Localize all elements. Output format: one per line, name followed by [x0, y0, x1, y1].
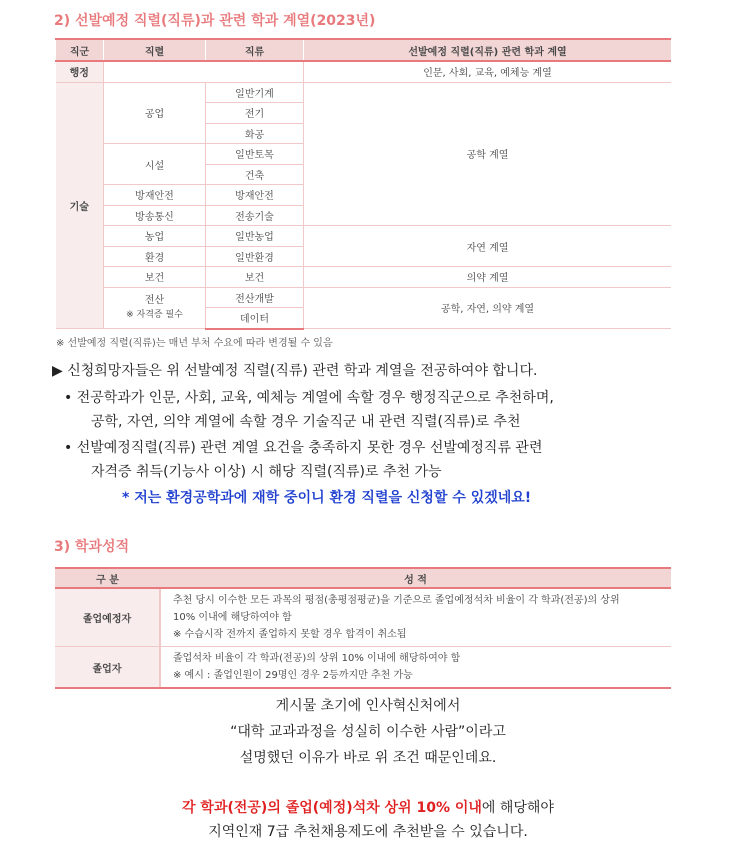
table-note: ※ 선발예정 직렬(직류)는 매년 부처 수요에 따라 변경될 수 있음	[56, 338, 333, 349]
series-broadcast: 방송통신	[104, 205, 206, 226]
bullet-2-line-2: 자격증 취득(기능사 이상) 시 해당 직렬(직류)로 추천 가능	[91, 464, 442, 480]
series-industry: 공업	[104, 82, 206, 144]
grad-expected-line-3: ※ 수습시작 전까지 졸업하지 못할 경우 합격이 취소됨	[173, 629, 407, 640]
table-header-row	[55, 568, 671, 588]
bullet-2-line-1: • 선발예정직렬(직류) 관련 계열 요건을 충족하지 못한 경우 선발예정직류 관련	[64, 440, 543, 456]
series-comp-note: ※ 자격증 필수	[126, 309, 183, 320]
group-tech: 기술	[56, 82, 104, 329]
graduate-line-1: 졸업석차 비율이 각 학과(전공)의 상위 10% 이내에 해당하여야 함	[173, 653, 461, 664]
category-grad-expected: 졸업예정자	[55, 588, 160, 647]
table-row	[56, 287, 672, 308]
bullet-1-line-2: 공학, 자연, 의약 계열에 속할 경우 기술직군 내 관련 직렬(직류)로 추천	[91, 414, 521, 430]
grade-grad-expected	[160, 588, 671, 647]
field-mix: 공학, 자연, 의약 계열	[304, 287, 672, 329]
col-header-group: 직군	[56, 39, 104, 61]
class-civil: 일반토목	[206, 144, 304, 165]
field-med: 의약 계열	[304, 267, 672, 288]
grades-table	[55, 567, 671, 689]
col-header-class: 직류	[206, 39, 304, 61]
table-row	[56, 61, 672, 82]
class-chem: 화공	[206, 123, 304, 144]
closing-red-text: 각 학과(전공)의 졸업(예정)석차 상위 10% 이내	[182, 800, 482, 816]
series-agri: 농업	[104, 226, 206, 247]
table-row	[55, 588, 671, 647]
section-title-grades: 3) 학과성적	[54, 539, 130, 555]
grad-expected-line-1: 추천 당시 이수한 모든 과목의 평점(총평점평균)을 기준으로 졸업예정석차 비율이 각 학과(전공)의 상위	[173, 595, 620, 606]
section-title-fields: 2) 선발예정 직렬(직류)과 관련 학과 계열(2023년)	[54, 13, 376, 29]
empty-cell	[104, 61, 304, 82]
table-header-row	[56, 39, 672, 61]
bullet-1-line-1: • 전공학과가 인문, 사회, 교육, 예체능 계열에 속할 경우 행정직군으로 추천하며,	[64, 390, 554, 406]
col-header-series: 직렬	[104, 39, 206, 61]
table-row	[56, 226, 672, 247]
closing-line-3: 설명했던 이유가 바로 위 조건 때문인데요.	[239, 750, 497, 766]
col-header-grade: 성 적	[160, 568, 671, 588]
closing-line-2: “대학 교과과정을 성실히 이수한 사람”이라고	[230, 724, 506, 740]
series-env: 환경	[104, 246, 206, 267]
class-health: 보건	[206, 267, 304, 288]
group-admin: 행정	[56, 61, 104, 82]
class-arch: 건축	[206, 164, 304, 185]
highlight-note: * 저는 환경공학과에 재학 중이니 환경 직렬을 신청할 수 있겠네요!	[122, 490, 532, 506]
closing-line-5: 지역인재 7급 추천채용제도에 추천받을 수 있습니다.	[208, 824, 528, 840]
series-facility: 시설	[104, 144, 206, 185]
class-data: 데이터	[206, 308, 304, 329]
field-nat: 자연 계열	[304, 226, 672, 267]
class-disaster: 방재안전	[206, 185, 304, 206]
fields-table	[55, 38, 671, 330]
table-row	[56, 82, 672, 103]
class-broadcast: 전송기술	[206, 205, 304, 226]
grad-expected-line-2: 10% 이내에 해당하여야 함	[173, 612, 292, 623]
class-elec: 전기	[206, 103, 304, 124]
main-statement: ▶ 신청희망자들은 위 선발예정 직렬(직류) 관련 학과 계열을 전공하여야 합니다.	[52, 363, 538, 379]
col-header-category: 구 분	[55, 568, 160, 588]
class-agri: 일반농업	[206, 226, 304, 247]
col-header-field: 선발예정 직렬(직류) 관련 학과 계열	[304, 39, 672, 61]
class-comp-dev: 전산개발	[206, 287, 304, 308]
grade-graduate	[160, 647, 671, 689]
closing-line-4	[0, 797, 736, 817]
class-mech: 일반기계	[206, 82, 304, 103]
closing-rest-text: 에 해당해야	[481, 800, 554, 816]
graduate-line-2: ※ 예시 : 졸업인원이 29명인 경우 2등까지만 추천 가능	[173, 670, 413, 681]
series-comp-label: 전산	[144, 294, 165, 306]
class-env: 일반환경	[206, 246, 304, 267]
field-admin: 인문, 사회, 교육, 예체능 계열	[304, 61, 672, 82]
series-comp	[104, 287, 206, 329]
closing-line-1: 게시물 초기에 인사혁신처에서	[275, 698, 461, 714]
category-graduate: 졸업자	[55, 647, 160, 689]
table-row	[56, 267, 672, 288]
table-row	[55, 647, 671, 689]
series-disaster: 방재안전	[104, 185, 206, 206]
field-eng: 공학 계열	[304, 82, 672, 226]
series-health: 보건	[104, 267, 206, 288]
